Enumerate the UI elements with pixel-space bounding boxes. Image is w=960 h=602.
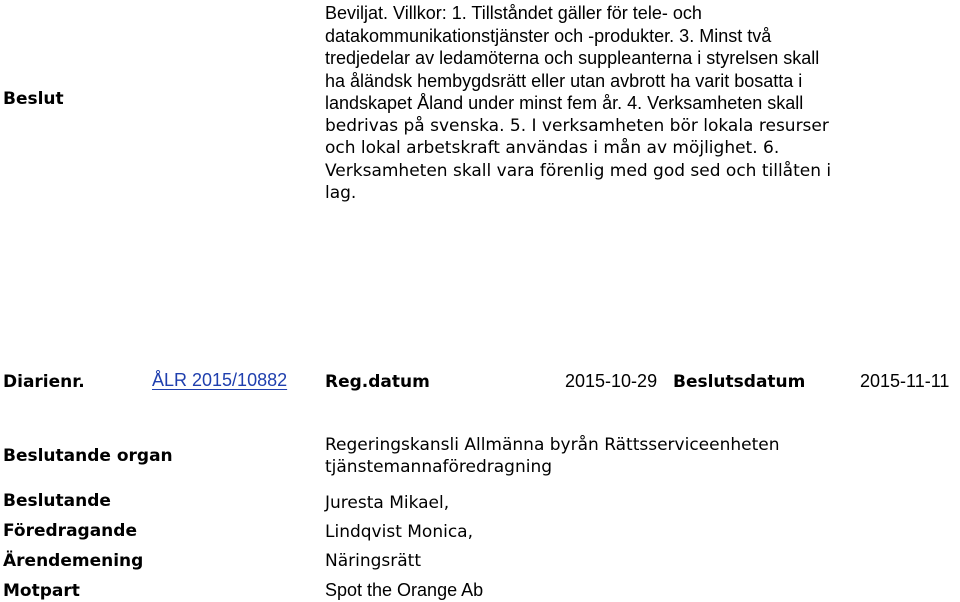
beslut-text bbox=[325, 2, 955, 205]
beslutande-label: Beslutande bbox=[3, 491, 111, 511]
beslut-line: Beviljat. Villkor: 1. Tillståndet gäller för tele- och bbox=[325, 3, 702, 23]
beslut-line: bedrivas på svenska. 5. I verksamheten bör lokala resurser bbox=[325, 115, 829, 136]
beslutande-organ-label: Beslutande organ bbox=[3, 446, 173, 466]
beslut-line: tredjedelar av ledamöterna och suppleanterna i styrelsen skall bbox=[325, 48, 820, 68]
beslut-line: ha åländsk hembygdsrätt eller utan avbrott ha varit bosatta i bbox=[325, 70, 803, 91]
beslutsdatum-label: Beslutsdatum bbox=[673, 372, 806, 392]
regdatum-value: 2015-10-29 bbox=[565, 371, 658, 391]
regdatum-label: Reg.datum bbox=[325, 372, 430, 392]
beslut-line: lag. bbox=[325, 183, 357, 203]
diarienr-link[interactable]: ÅLR 2015/10882 bbox=[152, 370, 288, 390]
foredragande-label: Föredragande bbox=[3, 521, 137, 541]
motpart-label: Motpart bbox=[3, 581, 80, 601]
beslut-line: landskapet Åland under minst fem år. 4. Verksamheten skall bbox=[325, 93, 804, 113]
beslutsdatum-value: 2015-11-11 bbox=[860, 371, 950, 391]
beslutande-value: Juresta Mikael, bbox=[325, 493, 450, 513]
arendemening-label: Ärendemening bbox=[3, 551, 144, 571]
beslut-line: och lokal arbetskraft användas i mån av möjlighet. 6. bbox=[325, 138, 780, 158]
beslutande-organ-value-2: tjänstemannaföredragning bbox=[325, 457, 553, 477]
beslut-line: Verksamheten skall vara förenlig med god sed och tillåten i bbox=[325, 160, 832, 181]
beslutande-organ-value-1: Regeringskansli Allmänna byrån Rättsserviceenheten bbox=[325, 435, 780, 455]
beslut-label: Beslut bbox=[3, 89, 64, 109]
arendemening-value: Näringsrätt bbox=[325, 551, 422, 571]
foredragande-value: Lindqvist Monica, bbox=[325, 522, 473, 542]
motpart-value: Spot the Orange Ab bbox=[325, 580, 484, 600]
diarienr-label: Diarienr. bbox=[3, 372, 85, 392]
beslut-line: datakommunikationstjänster och -produkter. 3. Minst två bbox=[325, 25, 772, 46]
